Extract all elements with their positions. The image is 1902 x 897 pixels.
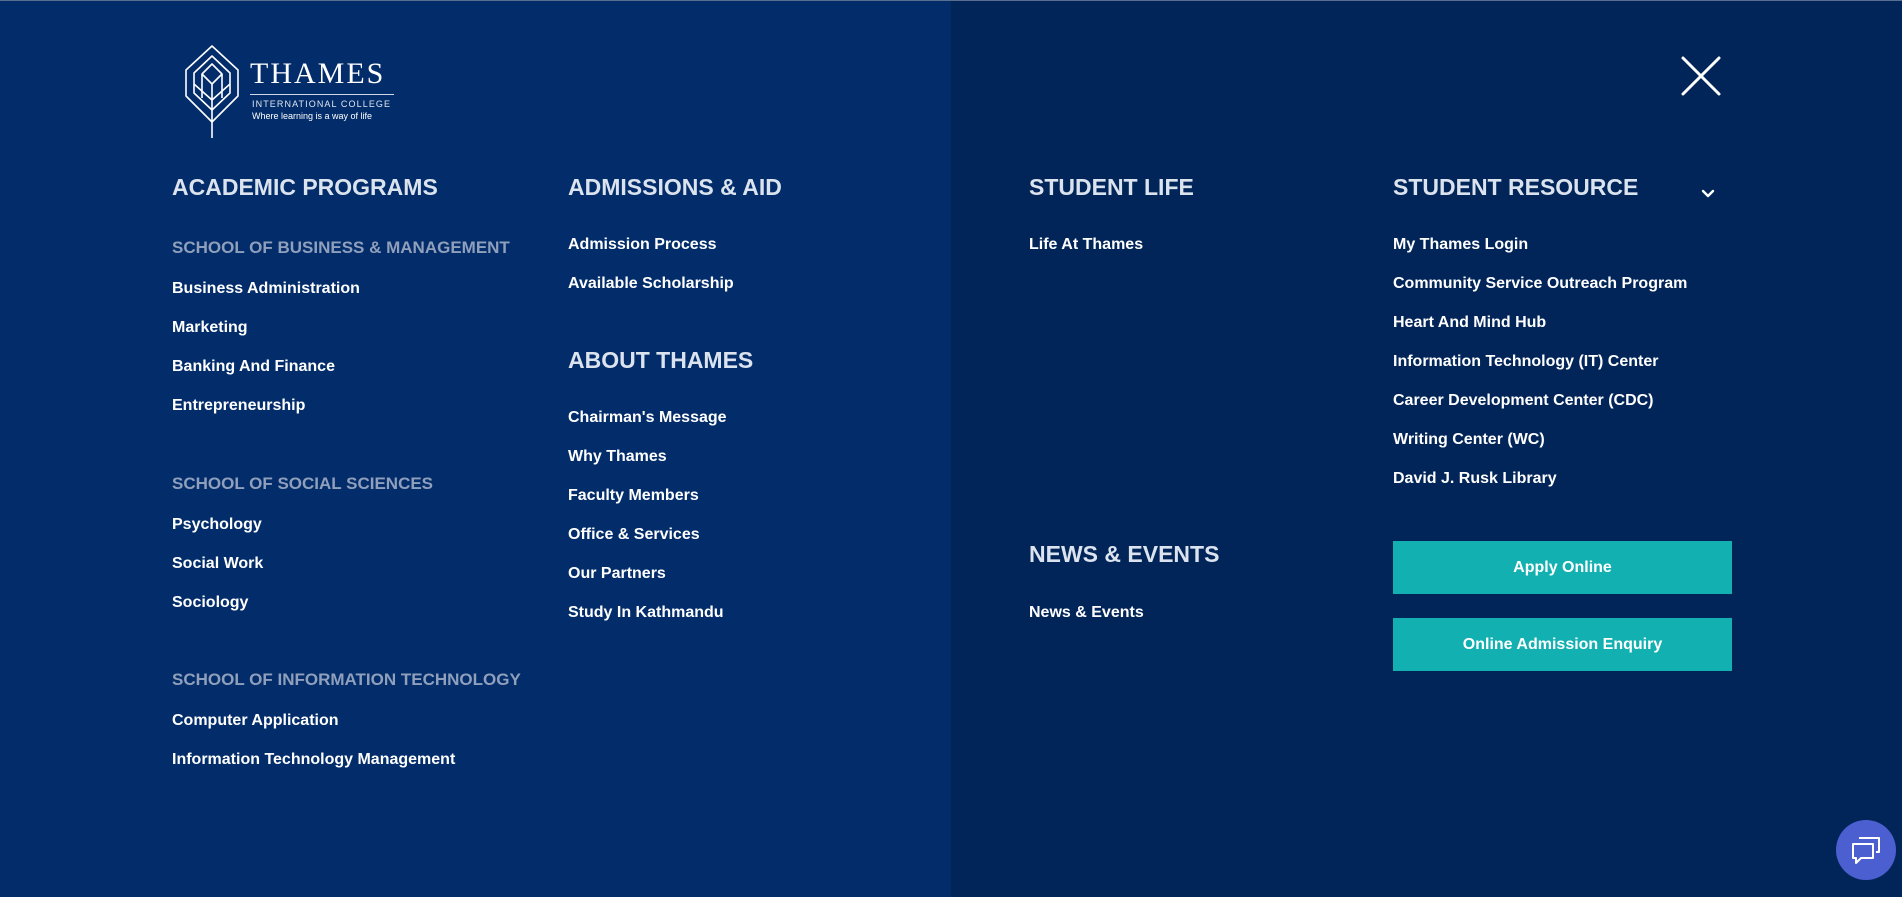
link-news-events[interactable]: News & Events [1029,604,1144,621]
logo-name: THAMES [250,57,386,90]
link-sociology[interactable]: Sociology [172,594,249,611]
link-office-services[interactable]: Office & Services [568,526,700,543]
link-it-management[interactable]: Information Technology Management [172,751,456,768]
close-icon [1678,53,1724,99]
link-my-thames-login[interactable]: My Thames Login [1393,236,1529,253]
link-why-thames[interactable]: Why Thames [568,448,667,465]
student-resource-heading: STUDENT RESOURCE [1393,174,1639,200]
close-button[interactable] [1678,53,1724,99]
logo-emblem-icon [182,44,242,140]
link-heart-and-mind-hub[interactable]: Heart And Mind Hub [1393,314,1547,331]
link-david-j-rusk-library[interactable]: David J. Rusk Library [1393,470,1557,487]
link-business-administration[interactable]: Business Administration [172,280,360,297]
chat-widget-button[interactable] [1836,820,1896,880]
thames-logo[interactable] [182,44,422,140]
about-thames-heading: ABOUT THAMES [568,347,754,373]
link-study-in-kathmandu[interactable]: Study In Kathmandu [568,604,724,621]
logo-tagline: Where learning is a way of life [252,111,373,121]
link-banking-finance[interactable]: Banking And Finance [172,358,335,375]
apply-online-button[interactable]: Apply Online [1393,541,1732,594]
chevron-down-icon [1699,184,1717,202]
link-computer-application[interactable]: Computer Application [172,712,339,729]
link-community-service-outreach[interactable]: Community Service Outreach Program [1393,275,1688,292]
online-admission-enquiry-button[interactable]: Online Admission Enquiry [1393,618,1732,671]
link-writing-center[interactable]: Writing Center (WC) [1393,431,1545,448]
link-it-center[interactable]: Information Technology (IT) Center [1393,353,1659,370]
link-faculty-members[interactable]: Faculty Members [568,487,699,504]
top-border [0,0,1902,1]
school-business-heading: SCHOOL OF BUSINESS & MANAGEMENT [172,238,510,257]
student-life-heading: STUDENT LIFE [1029,174,1194,200]
school-social-sciences-heading: SCHOOL OF SOCIAL SCIENCES [172,474,434,493]
admissions-aid-heading: ADMISSIONS & AID [568,174,782,200]
link-marketing[interactable]: Marketing [172,319,248,336]
academic-programs-heading: ACADEMIC PROGRAMS [172,174,438,200]
chat-icon [1850,835,1882,865]
link-entrepreneurship[interactable]: Entrepreneurship [172,397,306,414]
link-our-partners[interactable]: Our Partners [568,565,666,582]
student-resource-toggle[interactable] [1699,184,1717,202]
link-chairmans-message[interactable]: Chairman's Message [568,409,727,426]
link-admission-process[interactable]: Admission Process [568,236,717,253]
logo-subtitle: INTERNATIONAL COLLEGE [252,99,392,109]
school-it-heading: SCHOOL OF INFORMATION TECHNOLOGY [172,670,521,689]
link-social-work[interactable]: Social Work [172,555,264,572]
link-life-at-thames[interactable]: Life At Thames [1029,236,1144,253]
news-events-heading: NEWS & EVENTS [1029,541,1220,567]
link-psychology[interactable]: Psychology [172,516,262,533]
logo-divider [250,94,394,95]
link-career-development-center[interactable]: Career Development Center (CDC) [1393,392,1654,409]
link-available-scholarship[interactable]: Available Scholarship [568,275,734,292]
